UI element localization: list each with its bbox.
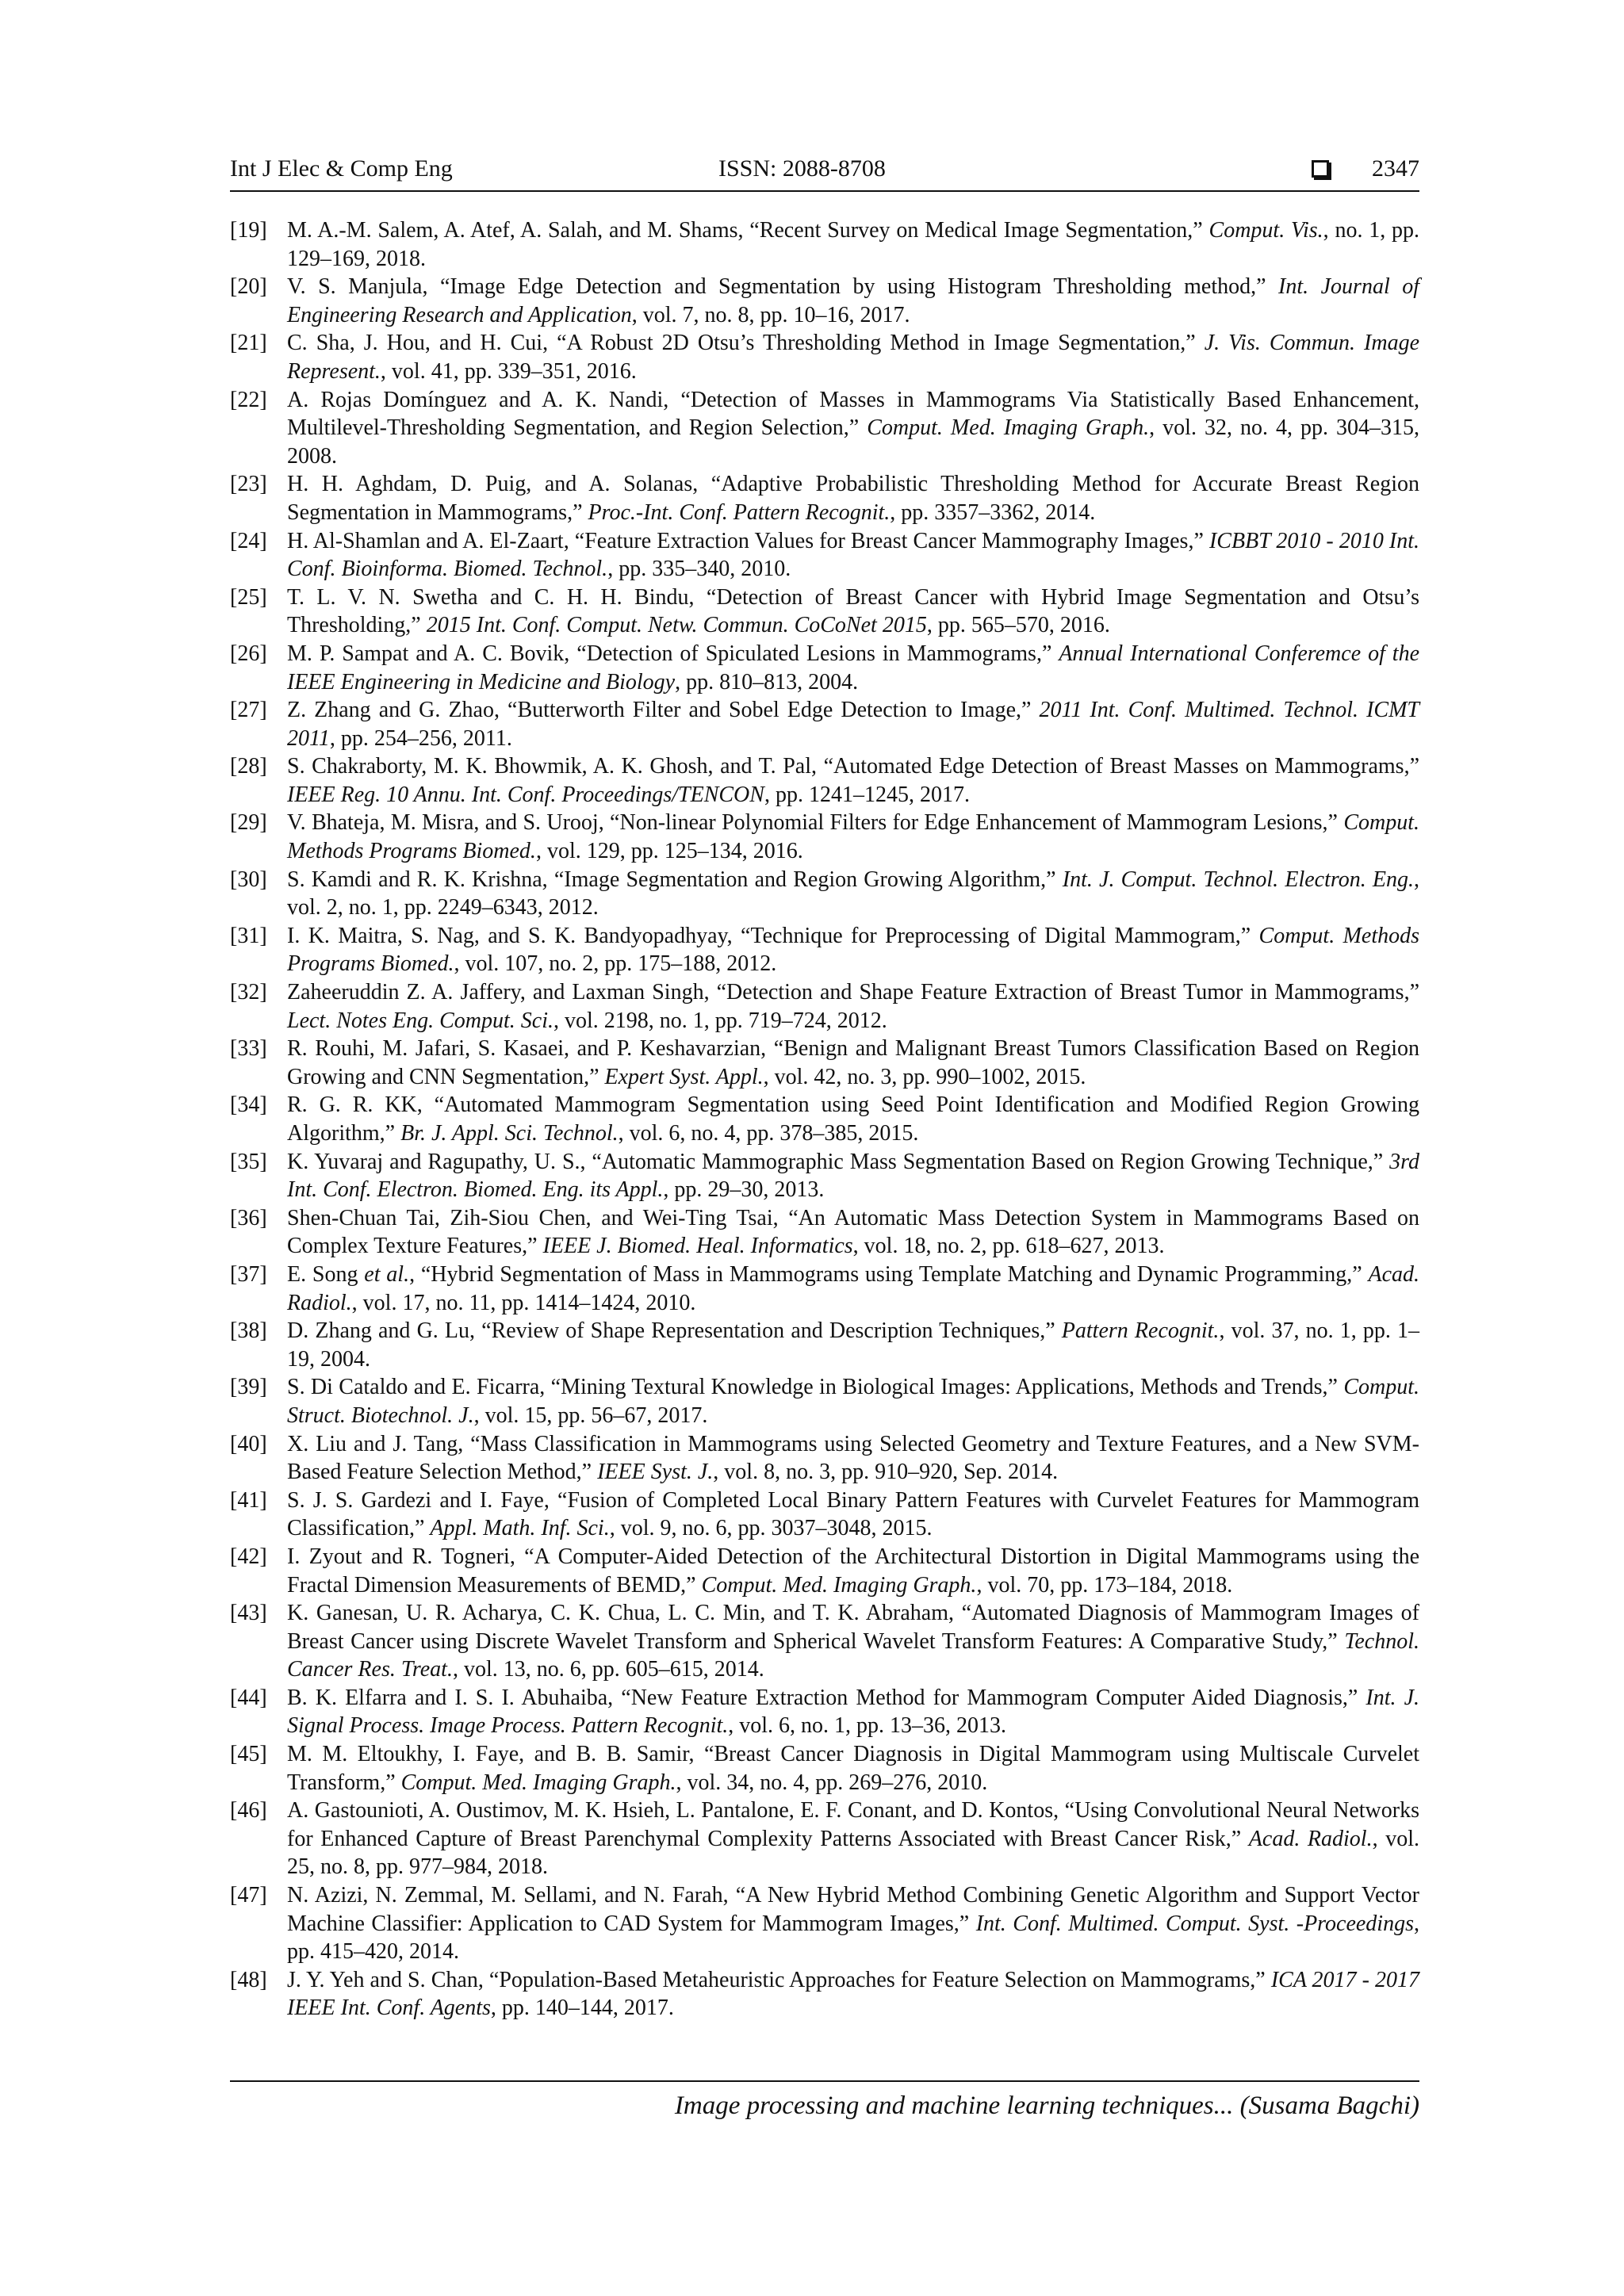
reference-item	[230, 1599, 1419, 1684]
reference-number: [31]	[230, 923, 267, 948]
reference-segment: , pp. 415–420, 2014.	[287, 1911, 1419, 1965]
reference-item	[230, 922, 1419, 978]
reference-segment: M. A.-M. Salem, A. Atef, A. Salah, and M. Shams, “Recent Survey on Medical Image Segmentation,”	[287, 218, 1209, 243]
reference-item	[230, 752, 1419, 809]
reference-text	[287, 1487, 1419, 1543]
checkbox-square-icon	[1312, 160, 1329, 178]
reference-number: [32]	[230, 980, 267, 1005]
reference-segment: , vol. 6, no. 4, pp. 378–385, 2015.	[618, 1121, 919, 1146]
reference-text	[287, 640, 1419, 696]
reference-segment: R. G. R. KK, “Automated Mammogram Segmentation using Seed Point Identification and Modified Region Growing Algorithm,”	[287, 1093, 1419, 1146]
reference-venue: Comput. Methods Programs Biomed.	[287, 810, 1419, 864]
reference-text	[287, 866, 1419, 922]
reference-venue: 3rd Int. Conf. Electron. Biomed. Eng. its Appl.	[287, 1149, 1419, 1203]
reference-text	[287, 470, 1419, 526]
reference-text	[287, 584, 1419, 640]
reference-venue: Lect. Notes Eng. Comput. Sci.	[287, 1008, 553, 1033]
reference-segment: K. Yuvaraj and Ragupathy, U. S., “Automatic Mammographic Mass Segmentation Based on Region Growing Technique,”	[287, 1149, 1390, 1174]
reference-venue: Technol. Cancer Res. Treat.	[287, 1628, 1419, 1682]
reference-segment: , no. 1, pp. 129–169, 2018.	[287, 218, 1419, 271]
reference-segment: , vol. 32, no. 4, pp. 304–315, 2008.	[287, 415, 1420, 469]
reference-venue: Acad. Radiol.	[287, 1261, 1419, 1315]
reference-number: [40]	[230, 1431, 267, 1456]
reference-item	[230, 1966, 1419, 2022]
reference-number: [47]	[230, 1883, 267, 1908]
reference-item	[230, 640, 1419, 696]
reference-item	[230, 1740, 1419, 1797]
reference-list	[230, 216, 1419, 2022]
reference-segment: C. Sha, J. Hou, and H. Cui, “A Robust 2D Otsu’s Thresholding Method in Image Segmentation,”	[287, 331, 1205, 356]
reference-item	[230, 1373, 1419, 1429]
reference-item	[230, 1035, 1419, 1091]
reference-number: [43]	[230, 1601, 267, 1626]
reference-segment: , vol. 17, no. 11, pp. 1414–1424, 2010.	[351, 1290, 696, 1315]
reference-venue: Appl. Math. Inf. Sci.	[430, 1516, 610, 1541]
page-number: 2347	[1372, 155, 1419, 182]
reference-segment: , vol. 107, no. 2, pp. 175–188, 2012.	[454, 951, 777, 977]
reference-segment: B. K. Elfarra and I. S. I. Abuhaiba, “New Feature Extraction Method for Mammogram Computer Aided Diagnosis,”	[287, 1685, 1366, 1710]
reference-number: [22]	[230, 387, 267, 412]
reference-segment: S. Chakraborty, M. K. Bhowmik, A. K. Ghosh, and T. Pal, “Automated Edge Detection of Breast Masses on Mammograms,”	[287, 754, 1419, 779]
reference-segment: I. Zyout and R. Togneri, “A Computer-Aided Detection of the Architectural Distortion in Digital Mammograms using the Fractal Dimension Measurements of BEMD,”	[287, 1544, 1419, 1598]
reference-segment: S. Di Cataldo and E. Ficarra, “Mining Textural Knowledge in Biological Images: Applications, Methods and Trends,”	[287, 1375, 1344, 1400]
reference-segment: D. Zhang and G. Lu, “Review of Shape Representation and Description Techniques,”	[287, 1318, 1062, 1344]
reference-segment: , vol. 18, no. 2, pp. 618–627, 2013.	[852, 1234, 1165, 1259]
reference-item	[230, 527, 1419, 584]
reference-segment: S. Kamdi and R. K. Krishna, “Image Segmentation and Region Growing Algorithm,”	[287, 867, 1063, 892]
reference-item	[230, 329, 1419, 385]
reference-segment: Z. Zhang and G. Zhao, “Butterworth Filter and Sobel Edge Detection to Image,”	[287, 698, 1040, 723]
reference-number: [39]	[230, 1375, 267, 1400]
reference-number: [25]	[230, 584, 267, 610]
reference-text	[287, 809, 1419, 865]
reference-segment: A. Rojas Domínguez and A. K. Nandi, “Detection of Masses in Mammograms Via Statistically Based Enhancement, Multilevel-Thresholding Segmentation, and Region Selection,”	[287, 387, 1419, 441]
reference-segment: , pp. 254–256, 2011.	[329, 725, 512, 751]
reference-segment: , vol. 2, no. 1, pp. 2249–6343, 2012.	[287, 867, 1420, 920]
reference-item	[230, 1148, 1419, 1204]
reference-segment: , vol. 34, no. 4, pp. 269–276, 2010.	[676, 1770, 988, 1795]
reference-venue: J. Vis. Commun. Image Represent.	[287, 331, 1419, 384]
reference-segment: V. S. Manjula, “Image Edge Detection and Segmentation by using Histogram Thresholding method,”	[287, 274, 1279, 300]
reference-text	[287, 1599, 1419, 1684]
reference-segment: , vol. 129, pp. 125–134, 2016.	[535, 839, 803, 864]
reference-segment: N. Azizi, N. Zemmal, M. Sellami, and N. Farah, “A New Hybrid Method Combining Genetic Algorithm and Support Vector Machine Classifier: Application to CAD System for Mammogram Images,”	[287, 1883, 1419, 1936]
reference-text	[287, 1797, 1419, 1881]
reference-item	[230, 1797, 1419, 1881]
reference-venue: Int. Conf. Multimed. Comput. Syst. -Proceedings	[975, 1911, 1414, 1936]
journal-name: Int J Elec & Comp Eng	[230, 155, 453, 182]
reference-segment: , vol. 6, no. 1, pp. 13–36, 2013.	[728, 1713, 1007, 1739]
reference-segment: V. Bhateja, M. Misra, and S. Urooj, “Non-linear Polynomial Filters for Edge Enhancement of Mammogram Lesions,”	[287, 810, 1344, 836]
reference-number: [29]	[230, 810, 267, 836]
footer-divider	[230, 2080, 1419, 2082]
header-divider	[230, 190, 1419, 192]
reference-text	[287, 922, 1419, 978]
reference-item	[230, 1684, 1419, 1740]
reference-venue: Comput. Methods Programs Biomed.	[287, 923, 1419, 977]
reference-venue: ICA 2017 - 2017 IEEE Int. Conf. Agents	[287, 1967, 1420, 2021]
reference-segment: , vol. 15, pp. 56–67, 2017.	[473, 1402, 708, 1428]
reference-segment: K. Ganesan, U. R. Acharya, C. K. Chua, L. C. Min, and T. K. Abraham, “Automated Diagnosis of Mammogram Images of Breast Cancer using Discrete Wavelet Transform and Spherical Wavelet Transform Features: A Comparative Study,”	[287, 1601, 1419, 1654]
reference-segment: E. Song	[287, 1261, 365, 1287]
reference-item	[230, 809, 1419, 865]
reference-item	[230, 866, 1419, 922]
reference-text	[287, 978, 1419, 1035]
reference-venue: IEEE Syst. J.	[597, 1460, 714, 1485]
reference-item	[230, 1430, 1419, 1487]
reference-item	[230, 273, 1419, 329]
reference-item	[230, 1881, 1419, 1966]
reference-segment: , vol. 2198, no. 1, pp. 719–724, 2012.	[553, 1008, 887, 1033]
reference-number: [36]	[230, 1205, 267, 1230]
reference-text	[287, 1684, 1419, 1740]
reference-segment: , pp. 565–570, 2016.	[926, 613, 1110, 638]
reference-item	[230, 1317, 1419, 1373]
reference-number: [19]	[230, 218, 267, 243]
reference-segment: , pp. 3357–3362, 2014.	[890, 499, 1096, 525]
reference-segment: , pp. 29–30, 2013.	[663, 1177, 825, 1203]
reference-item	[230, 978, 1419, 1035]
issn-number: ISSN: 2088-8708	[718, 155, 886, 182]
reference-venue: IEEE Reg. 10 Annu. Int. Conf. Proceedings/TENCON	[287, 782, 764, 807]
reference-text	[287, 1966, 1419, 2022]
reference-number: [33]	[230, 1036, 267, 1062]
reference-segment: , “Hybrid Segmentation of Mass in Mammograms using Template Matching and Dynamic Programming,”	[409, 1261, 1369, 1287]
reference-text	[287, 1543, 1419, 1599]
reference-segment: I. K. Maitra, S. Nag, and S. K. Bandyopadhyay, “Technique for Preprocessing of Digital Mammogram,”	[287, 923, 1259, 948]
reference-segment: R. Rouhi, M. Jafari, S. Kasaei, and P. Keshavarzian, “Benign and Malignant Breast Tumors Classification Based on Region Growing and CNN Segmentation,”	[287, 1036, 1419, 1089]
reference-segment: , pp. 810–813, 2004.	[675, 669, 859, 695]
reference-item	[230, 386, 1419, 471]
reference-text	[287, 752, 1419, 809]
reference-number: [26]	[230, 641, 267, 666]
reference-segment: , vol. 41, pp. 339–351, 2016.	[380, 358, 637, 384]
reference-text	[287, 273, 1419, 329]
reference-text	[287, 1148, 1419, 1204]
reference-item	[230, 1487, 1419, 1543]
reference-number: [38]	[230, 1318, 267, 1344]
reference-number: [45]	[230, 1742, 267, 1767]
reference-number: [30]	[230, 867, 267, 892]
reference-number: [20]	[230, 274, 267, 300]
reference-text	[287, 329, 1419, 385]
reference-text	[287, 527, 1419, 584]
reference-venue: IEEE J. Biomed. Heal. Informatics	[542, 1234, 853, 1259]
reference-text	[287, 1091, 1419, 1147]
reference-venue: Acad. Radiol.	[1248, 1826, 1373, 1851]
reference-text	[287, 1740, 1419, 1797]
reference-venue: Annual International Conferemce of the IEEE Engineering in Medicine and Biology	[287, 641, 1419, 695]
reference-venue: Comput. Struct. Biotechnol. J.	[287, 1375, 1419, 1428]
reference-text	[287, 1204, 1419, 1261]
reference-segment: A. Gastounioti, A. Oustimov, M. K. Hsieh, L. Pantalone, E. F. Conant, and D. Kontos, “Using Convolutional Neural Networks for Enhanced Capture of Breast Parenchymal Complexity Patterns Associated with Breast Cancer Risk,”	[287, 1798, 1419, 1851]
reference-segment: S. J. S. Gardezi and I. Faye, “Fusion of Completed Local Binary Pattern Features with Curvelet Features for Mammogram Classification,”	[287, 1487, 1419, 1541]
reference-number: [48]	[230, 1967, 267, 1992]
reference-segment: , vol. 25, no. 8, pp. 977–984, 2018.	[287, 1826, 1419, 1880]
reference-item	[230, 1091, 1419, 1147]
reference-venue: Int. J. Signal Process. Image Process. Pattern Recognit.	[287, 1685, 1420, 1739]
reference-venue: Comput. Med. Imaging Graph.	[867, 415, 1150, 441]
reference-number: [24]	[230, 528, 267, 553]
reference-venue: Proc.-Int. Conf. Pattern Recognit.	[588, 499, 891, 525]
reference-venue: 2011 Int. Conf. Multimed. Technol. ICMT 2011	[287, 698, 1419, 751]
reference-text	[287, 1373, 1419, 1429]
reference-item	[230, 1261, 1419, 1317]
reference-venue: Int. Journal of Engineering Research and Application	[287, 274, 1419, 327]
reference-venue: Pattern Recognit.	[1061, 1318, 1220, 1344]
reference-segment: T. L. V. N. Swetha and C. H. H. Bindu, “Detection of Breast Cancer with Hybrid Image Segmentation and Otsu’s Thresholding,”	[287, 584, 1419, 638]
reference-segment: Shen-Chuan Tai, Zih-Siou Chen, and Wei-Ting Tsai, “An Automatic Mass Detection System in Mammograms Based on Complex Texture Features,”	[287, 1205, 1419, 1259]
reference-text	[287, 696, 1419, 752]
reference-text	[287, 1430, 1419, 1487]
reference-segment: , vol. 70, pp. 173–184, 2018.	[976, 1572, 1233, 1598]
reference-venue: Comput. Med. Imaging Graph.	[701, 1572, 977, 1598]
reference-item	[230, 1543, 1419, 1599]
reference-number: [44]	[230, 1685, 267, 1710]
reference-segment: H. Al-Shamlan and A. El-Zaart, “Feature Extraction Values for Breast Cancer Mammography Images,”	[287, 528, 1209, 553]
reference-segment: , vol. 37, no. 1, pp. 1–19, 2004.	[287, 1318, 1419, 1372]
reference-text	[287, 1035, 1419, 1091]
reference-segment: M. M. Eltoukhy, I. Faye, and B. B. Samir, “Breast Cancer Diagnosis in Digital Mammogram using Multiscale Curvelet Transform,”	[287, 1742, 1419, 1795]
reference-number: [46]	[230, 1798, 267, 1823]
reference-text	[287, 1317, 1419, 1373]
reference-number: [27]	[230, 698, 267, 723]
reference-segment: , vol. 7, no. 8, pp. 10–16, 2017.	[631, 302, 910, 327]
reference-venue: Comput. Vis.	[1208, 218, 1323, 243]
reference-item	[230, 696, 1419, 752]
reference-number: [23]	[230, 472, 267, 497]
reference-venue: ICBBT 2010 - 2010 Int. Conf. Bioinforma. Biomed. Technol.	[287, 528, 1420, 582]
reference-item	[230, 584, 1419, 640]
reference-venue: Int. J. Comput. Technol. Electron. Eng.	[1062, 867, 1415, 892]
reference-number: [42]	[230, 1544, 267, 1569]
reference-text	[287, 1261, 1419, 1317]
reference-venue: Comput. Med. Imaging Graph.	[400, 1770, 676, 1795]
reference-venue: Expert Syst. Appl.	[604, 1064, 764, 1089]
reference-text	[287, 386, 1419, 471]
reference-number: [41]	[230, 1487, 267, 1513]
reference-number: [37]	[230, 1261, 267, 1287]
reference-segment: M. P. Sampat and A. C. Bovik, “Detection of Spiculated Lesions in Mammograms,”	[287, 641, 1059, 666]
reference-segment: , vol. 13, no. 6, pp. 605–615, 2014.	[452, 1657, 764, 1682]
reference-segment: X. Liu and J. Tang, “Mass Classification in Mammograms using Selected Geometry and Texture Features, and a New SVM-Based Feature Selection Method,”	[287, 1431, 1419, 1485]
reference-venue: 2015 Int. Conf. Comput. Netw. Commun. CoCoNet 2015	[426, 613, 927, 638]
reference-item	[230, 470, 1419, 526]
running-footer: Image processing and machine learning techniques... (Susama Bagchi)	[674, 2091, 1419, 2120]
reference-segment: , vol. 8, no. 3, pp. 910–920, Sep. 2014.	[713, 1460, 1059, 1485]
reference-number: [28]	[230, 754, 267, 779]
reference-segment: Zaheeruddin Z. A. Jaffery, and Laxman Singh, “Detection and Shape Feature Extraction of Breast Tumor in Mammograms,”	[287, 980, 1419, 1005]
page-header	[230, 151, 1419, 192]
reference-item	[230, 216, 1419, 273]
reference-segment: , pp. 1241–1245, 2017.	[764, 782, 970, 807]
reference-number: [34]	[230, 1093, 267, 1118]
reference-text	[287, 216, 1419, 273]
reference-venue: et al.	[364, 1261, 410, 1287]
reference-venue: Br. J. Appl. Sci. Technol.	[400, 1121, 619, 1146]
reference-number: [35]	[230, 1149, 267, 1174]
reference-segment: , pp. 335–340, 2010.	[607, 557, 791, 582]
reference-text	[287, 1881, 1419, 1966]
reference-segment: , vol. 9, no. 6, pp. 3037–3048, 2015.	[609, 1516, 933, 1541]
reference-segment: H. H. Aghdam, D. Puig, and A. Solanas, “Adaptive Probabilistic Thresholding Method for Accurate Breast Region Segmentation in Mammograms,”	[287, 472, 1419, 525]
reference-item	[230, 1204, 1419, 1261]
reference-segment: , pp. 140–144, 2017.	[490, 1996, 674, 2021]
reference-segment: J. Y. Yeh and S. Chan, “Population-Based Metaheuristic Approaches for Feature Selection on Mammograms,”	[287, 1967, 1271, 1992]
reference-segment: , vol. 42, no. 3, pp. 990–1002, 2015.	[763, 1064, 1086, 1089]
reference-number: [21]	[230, 331, 267, 356]
